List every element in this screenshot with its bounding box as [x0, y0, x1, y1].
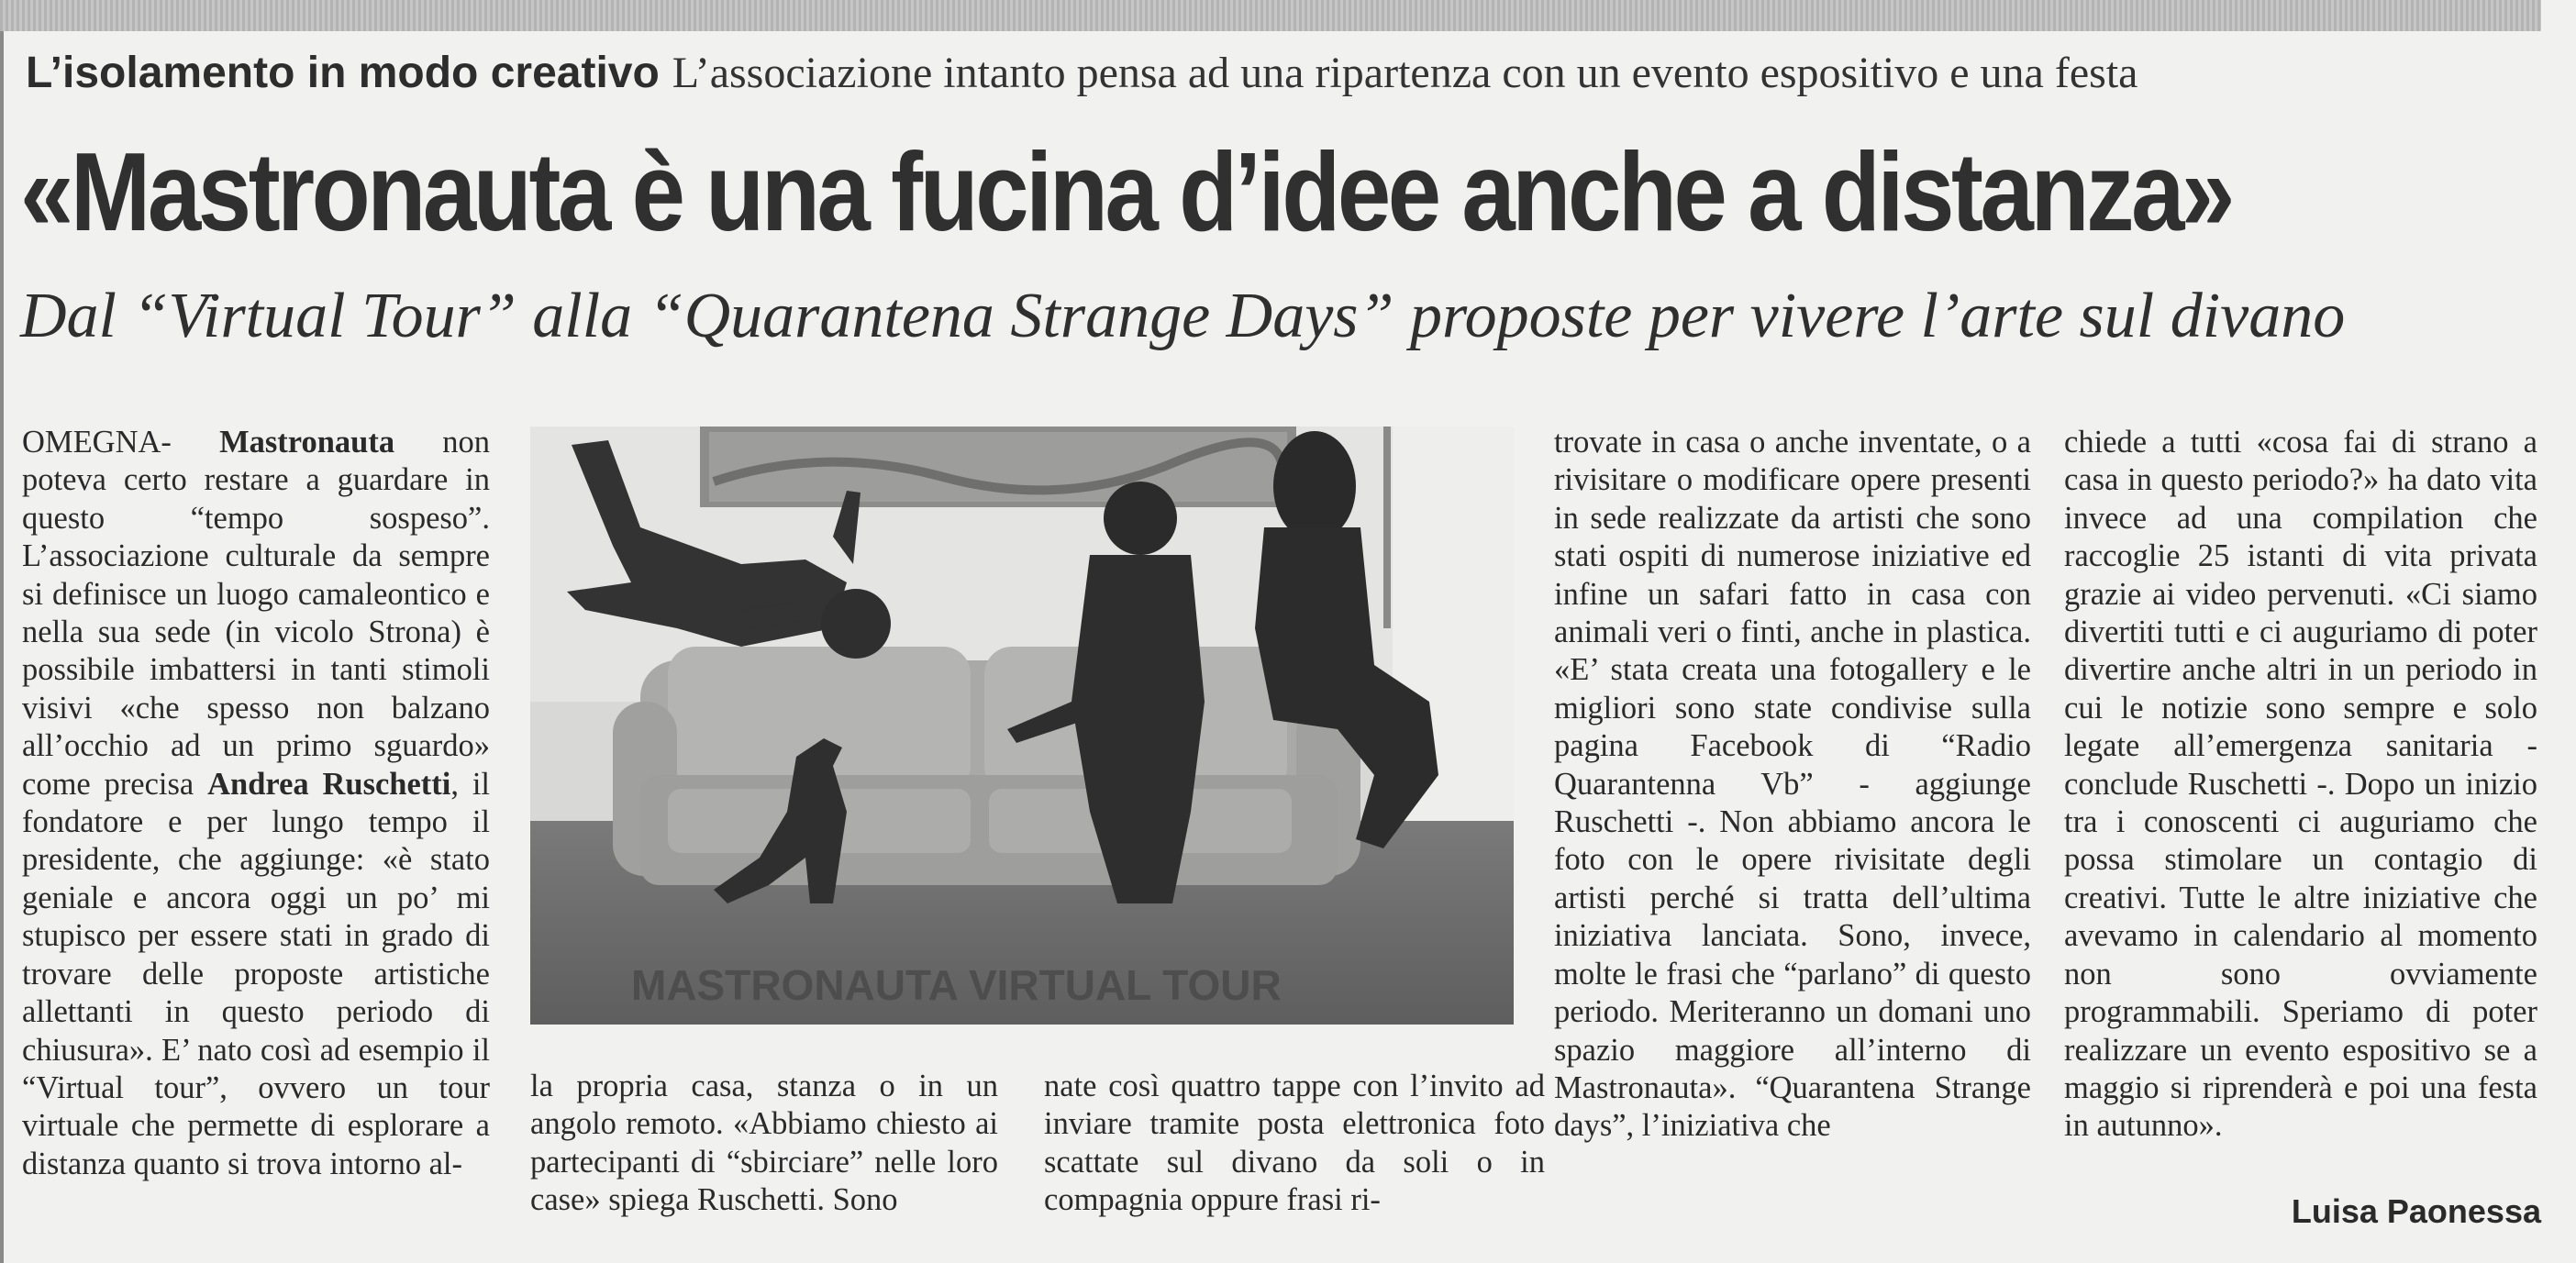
top-border-band — [0, 0, 2541, 31]
dateline: OMEGNA- — [22, 425, 172, 460]
kicker-line — [26, 51, 2558, 95]
article-column-2 — [530, 1068, 998, 1220]
column-4-text: trovate in casa o anche inventate, o a rivisitare o modificare opere presenti in sede realizzate da artisti che sono stati ospiti di numerose iniziative ed infine un safari fatto in casa con animali veri o finti, anche in plastica. «E’ stata creata una fotogallery e le migliori sono state condivise sulla pagina Facebook di “Radio Quarantenna Vb” - aggiunge Ruschetti -. Non abbiamo ancora le foto con le opere rivisitate degli artisti perché si tratta dell’ultima iniziativa lanciata. Sono, invece, molte le frasi che “parlano” di questo periodo. Meriteranno un domani uno spazio maggiore all’interno di Mastronauta». “Quarantena Strange days”, l’iniziativa che — [1554, 425, 2031, 1144]
left-border-rule — [0, 31, 4, 1263]
column-1-text-b: , il fondatore e per lungo tempo il presidente, che aggiunge: «è stato geniale e ancora oggi un po’ mi stupisco per essere stati in grado di trovare delle proposte artistiche allettanti in questo periodo di chiusura». E’ nato così ad esempio il “Virtual tour”, ovvero un tour virtuale che permette di esplorare a distanza quanto si trova intorno al- — [22, 766, 491, 1181]
column-3-text: nate così quattro tappe con l’invito ad inviare tramite posta elettronica foto scattate sul divano da soli o in compagnia oppure frasi ri- — [1044, 1069, 1545, 1218]
person-name: Andrea Ruschetti — [207, 766, 451, 802]
photo-sofa-silhouettes-icon — [530, 427, 1514, 1025]
kicker-summary: L’associazione intanto pensa ad una ripartenza con un evento espositivo e una festa — [672, 49, 2138, 97]
column-5-text: chiede a tutti «cosa fai di strano a casa in questo periodo?» ha dato vita invece ad una compilation che raccoglie 25 istanti di vita privata grazie ai video pervenuti. «Ci siamo divertiti tutti e ci auguriamo di poter divertire anche altri in un periodo in cui le notizie sono sempre e solo legate all’emergenza sanitaria - conclude Ruschetti -. Dopo un inizio tra i conoscenti ci auguriamo che possa stimolare un contagio di creativi. Tutte le altre iniziative che avevamo in calendario al momento non sono ovviamente programmabili. Speriamo di poter realizzare un evento espositivo se a maggio si riprenderà e poi una festa in autunno». — [2064, 425, 2537, 1144]
kicker-title: L’isolamento in modo creativo — [26, 49, 660, 97]
subject-name: Mastronauta — [219, 425, 395, 460]
article-column-5 — [2064, 424, 2537, 1146]
article-photo — [530, 427, 1514, 1025]
column-1-text-a: non poteva certo restare a guardare in questo “tempo sospeso”. L’associazione culturale da sempre si definisce un luogo camaleontico e nella sua sede (in vicolo Strona) è possibile imbattersi in tanti stimoli visivi «che spesso non balzano all’occhio ad un primo sguardo» come precisa — [22, 425, 490, 802]
article-column-4 — [1554, 424, 2031, 1146]
photo-caption-overlay: MASTRONAUTA VIRTUAL TOUR — [631, 961, 1282, 1009]
subheadline: Dal “Virtual Tour” alla “Quarantena Strange Days” proposte per vivere l’arte sul divano — [20, 281, 2346, 351]
headline: «Mastronauta è una fucina d’idee anche a distanza» — [20, 129, 2232, 254]
article-column-1 — [22, 424, 490, 1183]
article-column-3 — [1044, 1068, 1545, 1220]
byline: Luisa Paonessa — [2291, 1192, 2541, 1230]
column-2-text: la propria casa, stanza o in un angolo remoto. «Abbiamo chiesto ai partecipanti di “sbirciare” nelle loro case» spiega Ruschetti. Sono — [530, 1069, 998, 1218]
